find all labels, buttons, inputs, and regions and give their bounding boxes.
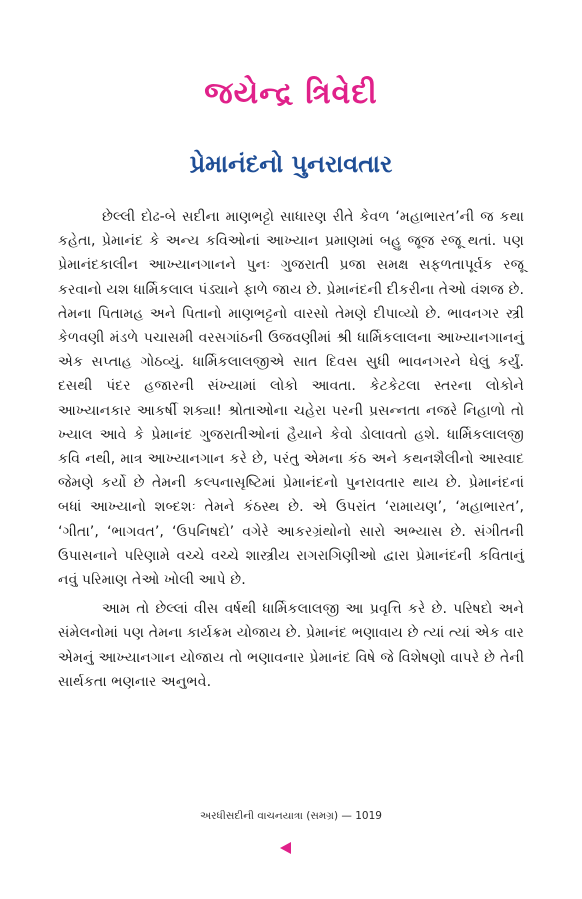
- triangle-left-icon[interactable]: [280, 842, 291, 854]
- page-footer: અરધીસદીની વાચનયાત્રા (સમગ્ર) — 1019: [200, 810, 382, 822]
- article-body: [58, 205, 524, 699]
- paragraph: આમ તો છેલ્લાં વીસ વર્ષથી ધાર્મિકલાલજી આ પ્રવૃત્તિ કરે છે. પરિષદો અને સંમેલનોમાં પણ તેમના કાર્યક્રમ યોજાય છે. પ્રેમાનંદ ભણાવાય છે ત્યાં ત્યાં એક વાર એમનું આખ્યાનગાન યોજાય તો ભણાવનાર પ્રેમાનંદ વિષે જે વિશેષણો વાપરે છે તેની સાર્થકતા ભણનાર અનુભવે.: [58, 601, 524, 690]
- paragraph: છેલ્લી દોઢ-બે સદીના માણભટ્ટો સાધારણ રીતે કેવળ ‘મહાભારત’ની જ કથા કહેતા, પ્રેમાનંદ કે અન્ય કવિઓનાં આખ્યાન પ્રમાણમાં બહુ જૂજ રજૂ થતાં. પણ પ્રેમાનંદકાલીન આખ્યાનગાનને પુનઃ ગુજરાતી પ્રજા સમક્ષ સફળતાપૂર્વક રજૂ કરવાનો યશ ધાર્મિકલાલ પંડ્યાને ફાળે જાય છે. પ્રેમાનંદની દીકરીના તેઓ વંશજ છે. તેમના પિતામહ અને પિતાનો માણભટ્ટનો વારસો તેમણે દીપાવ્યો છે. ભાવનગર સ્ત્રી કેળવણી મંડળે પચાસમી વરસગાંઠની ઉજવણીમાં શ્રી ધાર્મિકલાલના આખ્યાનગાનનું એક સપ્તાહ ગોઠવ્યું. ધાર્મિકલાલજીએ સાત દિવસ સુધી ભાવનગરને ઘેલું કર્યું. દસથી પંદર હજારની સંખ્યામાં લોકો આવતા. કેટકેટલા સ્તરના લોકોને આખ્યાનકાર આકર્ષી શક્યા! શ્રોતાઓના ચહેરા પરની પ્રસન્નતા નજરે નિહાળો તો ખ્યાલ આવે કે પ્રેમાનંદ ગુજરાતીઓનાં હૈયાને કેવો ડોલાવતો હશે. ધાર્મિકલાલજી કવિ નથી, માત્ર આખ્યાનગાન કરે છે, પરંતુ એમના કંઠ અને કથનશૈલીનો આસ્વાદ જેમણે કર્યો છે તેમની કલ્પનાસૃષ્ટિમાં પ્રેમાનંદનો પુનરાવતાર થાય છે. પ્રેમાનંદનાં બધાં આખ્યાનો શબ્દશઃ તેમને કંઠસ્થ છે. એ ઉપરાંત ‘રામાયણ’, ‘મહાભારત’, ‘ગીતા’, ‘ભાગવત’, ‘ઉપનિષદો’ વગેરે આકરગ્રંથોનો સારો અભ્યાસ છે. સંગીતની ઉપાસનાને પરિણામે વચ્ચે વચ્ચે શાસ્ત્રીય રાગરાગિણીઓ દ્વારા પ્રેમાનંદની કવિતાનું નવું પરિમાણ તેઓ ખોલી આપે છે.: [58, 209, 524, 589]
- article-title: પ્રેમાનંદનો પુનરાવતાર: [189, 150, 393, 178]
- author-name: જયેન્દ્ર ત્રિવેદી: [204, 76, 378, 111]
